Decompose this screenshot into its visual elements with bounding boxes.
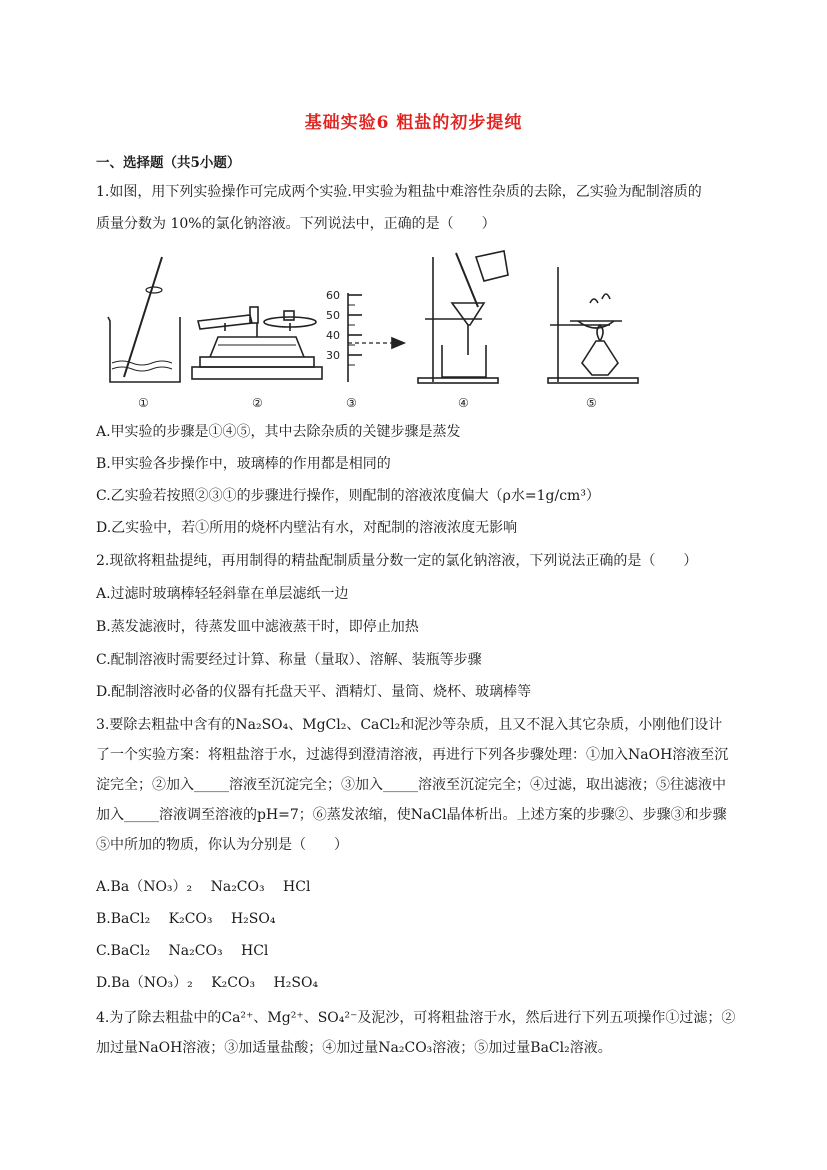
q1-option-c: C.乙实验若按照②③①的步骤进行操作，则配制的溶液浓度偏大（ρ水=1g/cm³）	[96, 488, 600, 504]
q1-stem-line1: 1.如图，用下列实验操作可完成两个实验.甲实验为粗盐中难溶性杂质的去除，乙实验为配制溶质的	[96, 184, 702, 200]
figure-label-1: ①	[138, 396, 149, 410]
q3-option-c: C.BaCl₂ Na₂CO₃ HCl	[96, 943, 269, 959]
q1-stem-line2: 质量分数为 10%的氯化钠溶液。下列说法中，正确的是（ ）	[96, 216, 496, 232]
measuring-cylinder-icon	[348, 293, 404, 382]
balance-icon	[192, 307, 322, 379]
apparatus-diagram	[100, 245, 660, 415]
q1-option-a: A.甲实验的步骤是①④⑤，其中去除杂质的关键步骤是蒸发	[96, 424, 461, 440]
cylinder-tick-30: 30	[326, 349, 340, 362]
q4-stem: 4.为了除去粗盐中的Ca²⁺、Mg²⁺、SO₄²⁻及泥沙，可将粗盐溶于水，然后进行下列五项操作①过滤；②加过量NaOH溶液；③加适量盐酸；④加过量Na₂CO₃溶液；⑤加过量BaCl₂溶液。	[96, 1010, 736, 1056]
experiment-figure	[100, 245, 660, 415]
q3-option-a: A.Ba（NO₃）₂ Na₂CO₃ HCl	[96, 879, 311, 895]
figure-label-2: ②	[252, 396, 263, 410]
q2-option-d: D.配制溶液时必备的仪器有托盘天平、酒精灯、量筒、烧杯、玻璃棒等	[96, 684, 532, 700]
figure-label-3: ③	[346, 396, 357, 410]
q1-option-b: B.甲实验各步操作中，玻璃棒的作用都是相同的	[96, 456, 391, 472]
q3-stem: 3.要除去粗盐中含有的Na₂SO₄、MgCl₂、CaCl₂和泥沙等杂质，且又不混入其它杂质，小刚他们设计了一个实验方案：将粗盐溶于水，过滤得到澄清溶液，再进行下列各步骤处理：①加入NaOH溶液至沉淀完全；②加入_____溶液至沉淀完全；③加入_____溶液至沉淀完全；④过滤，取出滤液；⑤往滤液中加入_____溶液调至溶液的pH=7；⑥蒸发浓缩，使NaCl晶体析出。上述方案的步骤②、步骤③和步骤⑤中所加的物质，你认为分别是（ ）	[96, 717, 729, 853]
figure-label-5: ⑤	[586, 396, 597, 410]
q3-option-d: D.Ba（NO₃）₂ K₂CO₃ H₂SO₄	[96, 975, 319, 991]
section-heading: 一、选择题（共5小题）	[96, 155, 241, 171]
filtration-icon	[418, 251, 508, 383]
beaker-stirring-icon	[108, 257, 180, 382]
cylinder-tick-60: 60	[326, 289, 340, 302]
q1-option-d: D.乙实验中，若①所用的烧杯内壁沾有水，对配制的溶液浓度无影响	[96, 520, 518, 536]
q2-option-b: B.蒸发滤液时，待蒸发皿中滤液蒸干时，即停止加热	[96, 619, 419, 635]
q2-option-c: C.配制溶液时需要经过计算、称量（量取）、溶解、装瓶等步骤	[96, 652, 482, 668]
figure-label-4: ④	[458, 396, 469, 410]
page-title: 基础实验6 粗盐的初步提纯	[304, 113, 523, 133]
q3-option-b: B.BaCl₂ K₂CO₃ H₂SO₄	[96, 911, 276, 927]
q2-stem: 2.现欲将粗盐提纯，再用制得的精盐配制质量分数一定的氯化钠溶液，下列说法正确的是（ ）	[96, 553, 698, 569]
cylinder-tick-50: 50	[326, 309, 340, 322]
q2-option-a: A.过滤时玻璃棒轻轻斜靠在单层滤纸一边	[96, 586, 349, 602]
evaporation-icon	[548, 267, 638, 383]
cylinder-tick-40: 40	[326, 329, 340, 342]
